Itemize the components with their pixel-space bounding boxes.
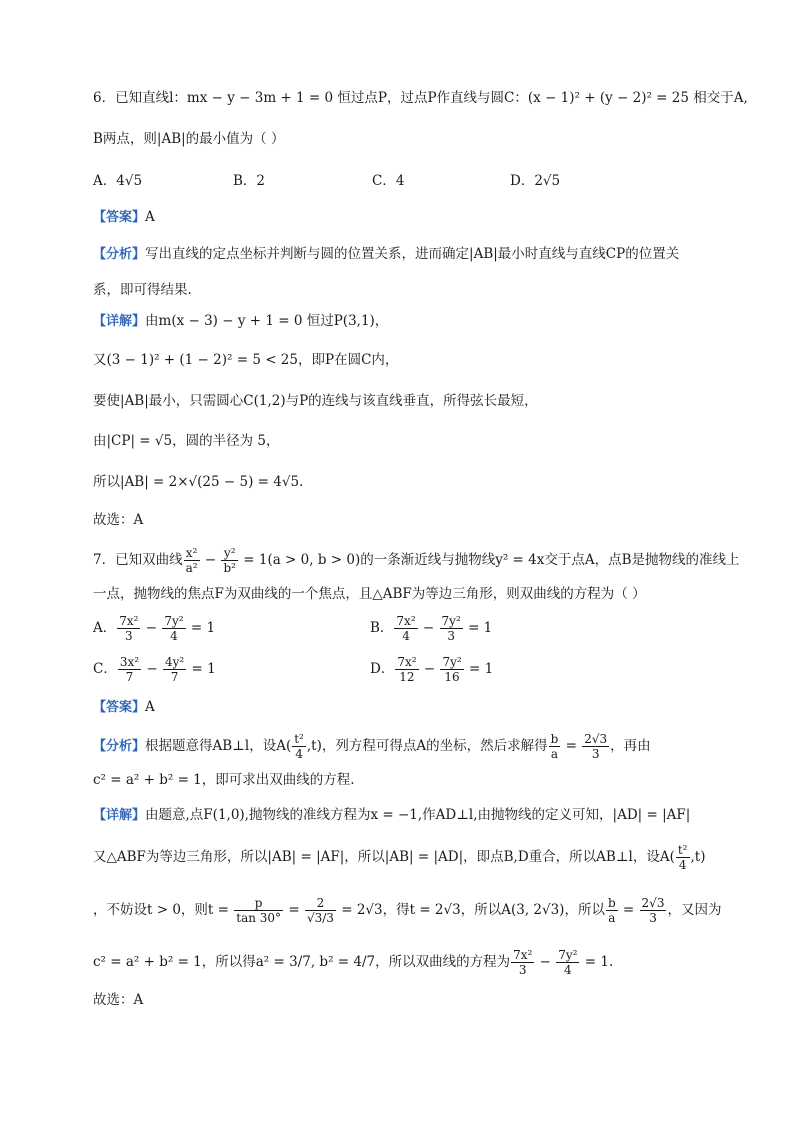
- q6-conclusion: 故选：A: [93, 512, 144, 528]
- detail-tag: 【详解】: [93, 314, 146, 329]
- q7-stem-prefix: 7．已知双曲线: [93, 552, 183, 568]
- q6-stem-line2: B两点，则|AB|的最小值为（ ）: [93, 131, 285, 147]
- q7-option-d: D． $\frac{\text{7x²}}{12}$ − $\frac{\text{7y²}}{16}$ = 1: [370, 655, 494, 684]
- analysis-text: 写出直线的定点坐标并判断与圆的位置关系，进而确定|AB|最小时直线与直线CP的位置关: [145, 246, 680, 262]
- answer-value: A: [145, 209, 155, 225]
- q6-option-c: C．4: [372, 173, 405, 189]
- q7-stem-line2: 一点，抛物线的焦点F为双曲线的一个焦点，且△ABF为等边三角形，则双曲线的方程为（ ）: [93, 586, 646, 602]
- q7-option-b: B． $\frac{\text{7x²}}{4}$ − $\frac{\text{7y²}}{3}$ = 1: [370, 614, 493, 643]
- q6-option-b: B．2: [233, 173, 266, 189]
- q7-detail-line2: 又△ABF为等边三角形，所以|AB| = |AF|，所以|AB| = |AD|，即点B,D重合，所以AB⊥l，设A( $\frac{\text{t²}}{4}$ ,t): [93, 843, 706, 872]
- q6-option-a: A．4√5: [93, 173, 143, 189]
- q6-detail-line2: 又(3 − 1)² + (1 − 2)² = 5 < 25，即P在圆C内，: [93, 352, 399, 368]
- answer-value: A: [145, 699, 155, 715]
- q6-option-d: D．2√5: [510, 173, 561, 189]
- q7-conclusion: 故选：A: [93, 992, 144, 1008]
- q7-analysis-line2: c² = a² + b² = 1，即可求出双曲线的方程.: [93, 772, 355, 788]
- q6-analysis-line2: 系，即可得结果.: [93, 282, 192, 298]
- q7-detail-line3: ，不妨设t > 0，则t = $\frac{p}{\tan 30^\circ}$ = $\frac{2}{√3/3}$ = 2√3，得t = 2√3，所以A(3, 2√3)，所以 $\frac{b}{a}$ = $\frac{2√3}{3}$ ，又因为: [93, 896, 722, 925]
- q6-detail-line1: [93, 311, 734, 332]
- q7-detail-line1: 【详解】由题意,点F(1,0),抛物线的准线方程为x = −1,作AD⊥l,由抛物线的定义可知，|AD| = |AF|: [93, 807, 691, 823]
- answer-tag: 【答案】: [93, 700, 146, 715]
- answer-tag: 【答案】: [93, 210, 146, 225]
- detail-text: 由m(x − 3) − y + 1 = 0 恒过P(3,1)，: [145, 313, 389, 329]
- q6-stem-line1: 6．已知直线l：mx − y − 3m + 1 = 0 恒过点P，过点P作直线与圆C：(x − 1)² + (y − 2)² = 25 相交于A,: [93, 90, 748, 106]
- detail-tag: 【详解】: [93, 808, 146, 823]
- q6-detail-line4: 由|CP| = √5，圆的半径为 5，: [93, 433, 280, 449]
- q6-answer: [93, 207, 734, 228]
- q6-analysis-line1: [93, 244, 734, 265]
- q7-stem-suffix: (a > 0, b > 0)的一条渐近线与抛物线y² = 4x交于点A，点B是抛物线的准线上: [267, 552, 740, 568]
- q7-stem-line1: 7．已知双曲线 $\frac{\text{x²}}{\text{a²}}$ − $\frac{\text{y²}}{\text{b²}}$ = 1(a > 0, b > 0)的一条渐近线与抛物线y² = 4x交于点A，点B是抛物线的准线上: [93, 546, 740, 575]
- q6-detail-line3: 要使|AB|最小，只需圆心C(1,2)与P的连线与该直线垂直，所得弦长最短，: [93, 393, 538, 409]
- q7-option-c: C． $\frac{\text{3x²}}{7}$ − $\frac{\text{4y²}}{7}$ = 1: [93, 655, 216, 684]
- q6-detail-line5: 所以|AB| = 2×√(25 − 5) = 4√5.: [93, 474, 304, 490]
- analysis-tag: 【分析】: [93, 739, 146, 754]
- q7-option-a: A． $\frac{\text{7x²}}{3}$ − $\frac{\text{7y²}}{4}$ = 1: [93, 614, 216, 643]
- q7-detail-line4: c² = a² + b² = 1，所以得a² = 3/7, b² = 4/7，所以双曲线的方程为 $\frac{\text{7x²}}{3}$ − $\frac{\text{7y²}}{4}$ = 1.: [93, 948, 614, 977]
- q7-analysis-line1: 【分析】根据题意得AB⊥l，设A( $\frac{\text{t²}}{4}$ ,t)，列方程可得点A的坐标，然后求解得 $\frac{b}{a}$ = $\frac{2√3}{3}$ ，再由: [93, 732, 651, 761]
- q7-answer: [93, 697, 734, 718]
- analysis-tag: 【分析】: [93, 247, 146, 262]
